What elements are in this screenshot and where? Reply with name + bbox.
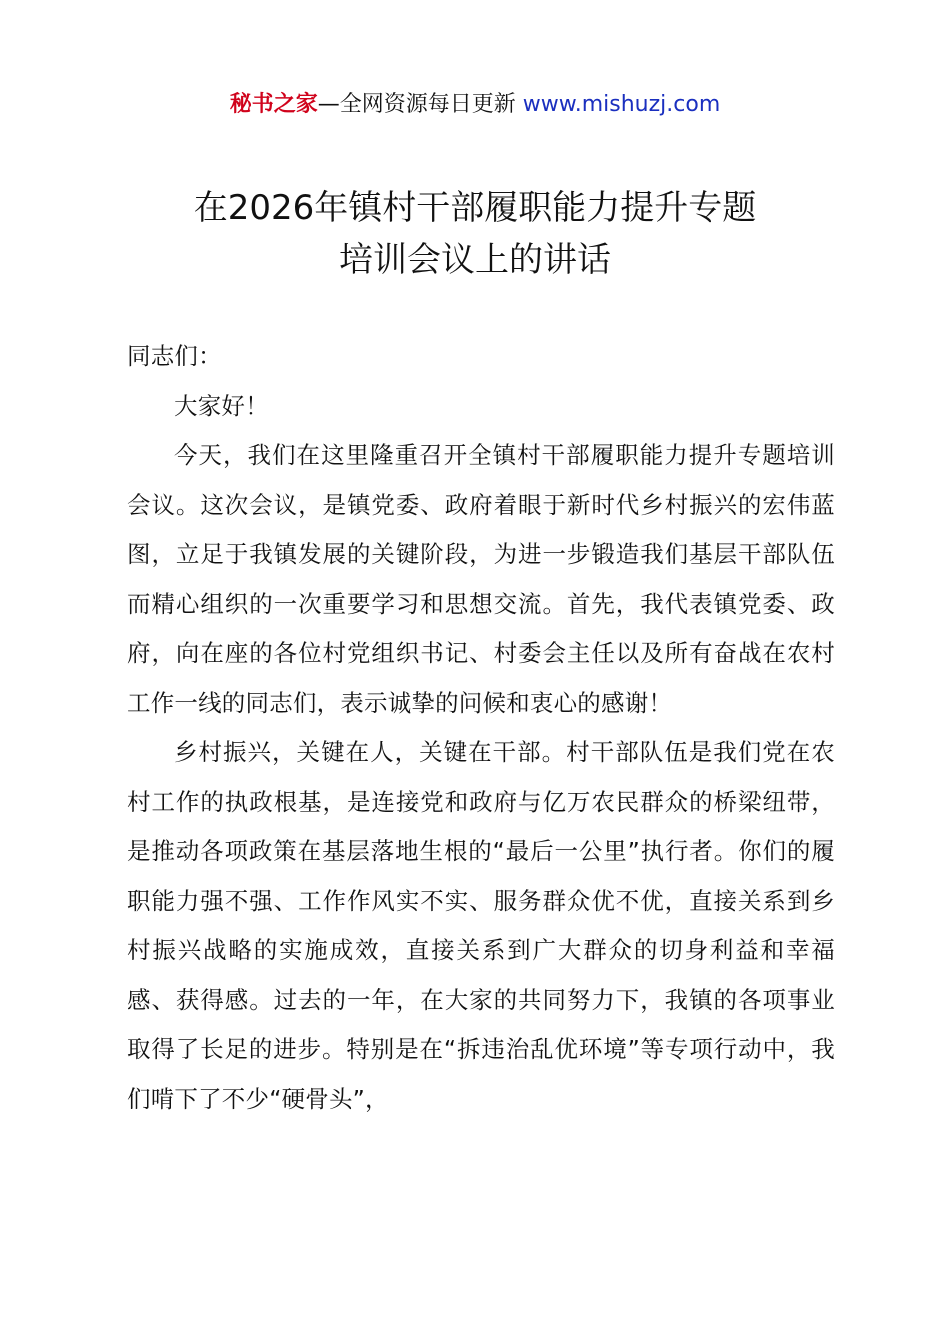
site-header	[0, 88, 950, 122]
header-tagline: —全网资源每日更新	[317, 92, 523, 117]
header-url-link[interactable]: www.mishuzj.com	[522, 92, 721, 117]
brand-name: 秘书之家	[229, 92, 318, 117]
paragraph: 今天，我们在这里隆重召开全镇村干部履职能力提升专题培训会议。这次会议，是镇党委、政府着眼于新时代乡村振兴的宏伟蓝图，立足于我镇发展的关键阶段，为进一步锻造我们基层干部队伍而精心组织的一次重要学习和思想交流。首先，我代表镇党委、政府，向在座的各位村党组织书记、村委会主任以及所有奋战在农村工作一线的同志们，表示诚挚的问候和衷心的感谢！	[127, 441, 835, 717]
document-title	[0, 182, 950, 286]
greeting: 大家好！	[174, 391, 269, 420]
document-body	[127, 332, 835, 1124]
paragraph: 乡村振兴，关键在人，关键在干部。村干部队伍是我们党在农村工作的执政根基，是连接党和政府与亿万农民群众的桥梁纽带，是推动各项政策在基层落地生根的“最后一公里”执行者。你们的履职能力强不强、工作作风实不实、服务群众优不优，直接关系到乡村振兴战略的实施成效，直接关系到广大群众的切身利益和幸福感、获得感。过去的一年，在大家的共同努力下，我镇的各项事业取得了长足的进步。特别是在“拆违治乱优环境”等专项行动中，我们啃下了不少“硬骨头”，	[127, 738, 835, 1113]
salutation: 同志们：	[127, 342, 222, 370]
title-line-2: 培训会议上的讲话	[339, 240, 611, 280]
title-line-1: 在2026年镇村干部履职能力提升专题	[193, 188, 757, 228]
